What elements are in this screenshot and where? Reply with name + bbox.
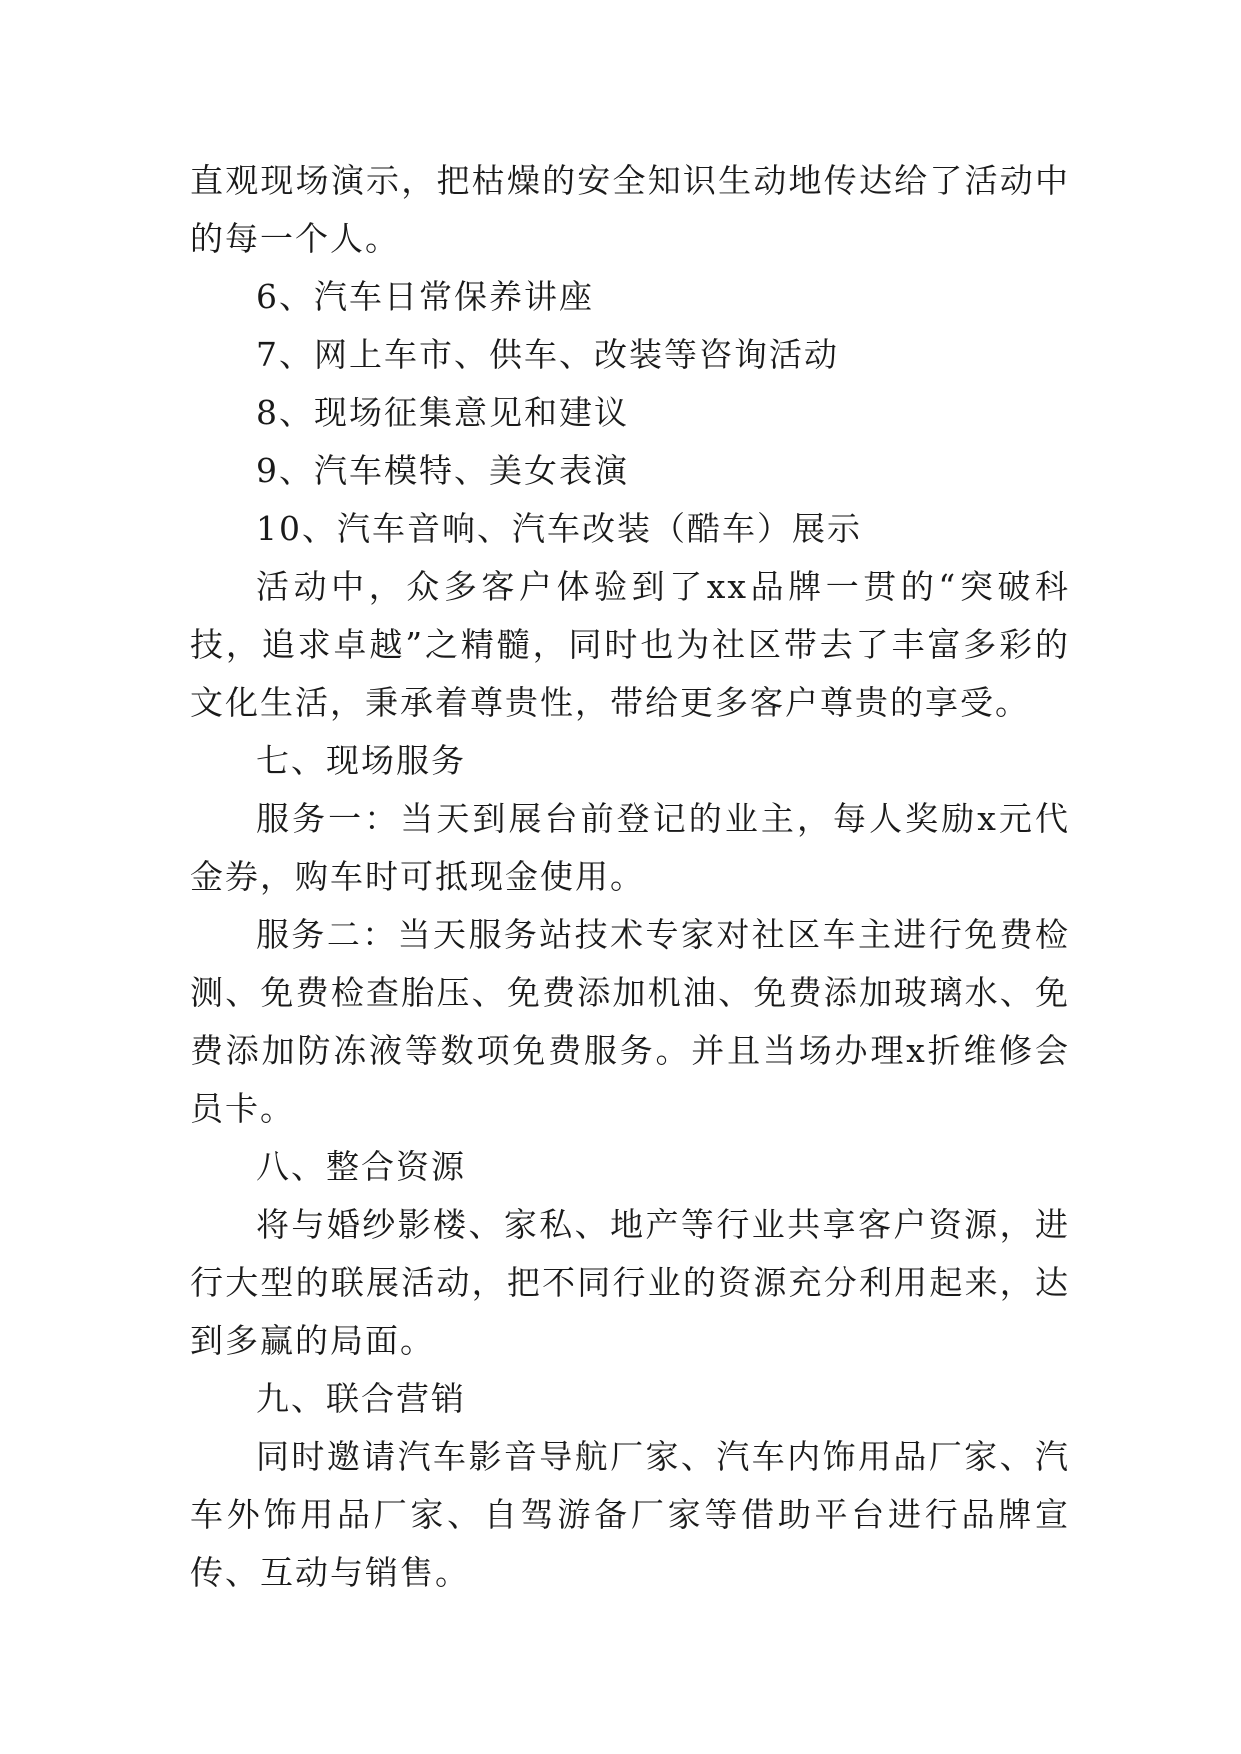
paragraph-service-2: 服务二：当天服务站技术专家对社区车主进行免费检测、免费检查胎压、免费添加机油、免费添加玻璃水、免费添加防冻液等数项免费服务。并且当场办理x折维修会员卡。 [190, 915, 1070, 1128]
section-heading-7: 七、现场服务 [256, 741, 466, 780]
document-body [190, 152, 1070, 1602]
section-heading-9: 九、联合营销 [256, 1379, 466, 1418]
section-heading-8: 八、整合资源 [256, 1147, 466, 1186]
list-item-10: 10、汽车音响、汽车改装（酷车）展示 [256, 509, 862, 548]
list-item-6: 6、汽车日常保养讲座 [256, 277, 594, 316]
paragraph-service-1: 服务一：当天到展台前登记的业主，每人奖励x元代金券，购车时可抵现金使用。 [190, 799, 1070, 896]
paragraph-continuation: 直观现场演示，把枯燥的安全知识生动地传达给了活动中的每一个人。 [190, 161, 1070, 258]
list-item-9: 9、汽车模特、美女表演 [256, 451, 629, 490]
paragraph-activity-summary: 活动中，众多客户体验到了xx品牌一贯的“突破科技，追求卓越”之精髓，同时也为社区带去了丰富多彩的文化生活，秉承着尊贵性，带给更多客户尊贵的享受。 [190, 567, 1070, 722]
paragraph-joint-marketing: 同时邀请汽车影音导航厂家、汽车内饰用品厂家、汽车外饰用品厂家、自驾游备厂家等借助平台进行品牌宣传、互动与销售。 [190, 1437, 1070, 1592]
list-item-7: 7、网上车市、供车、改装等咨询活动 [256, 335, 839, 374]
list-item-8: 8、现场征集意见和建议 [256, 393, 629, 432]
paragraph-integrate-resources: 将与婚纱影楼、家私、地产等行业共享客户资源，进行大型的联展活动，把不同行业的资源充分利用起来，达到多赢的局面。 [190, 1205, 1070, 1360]
